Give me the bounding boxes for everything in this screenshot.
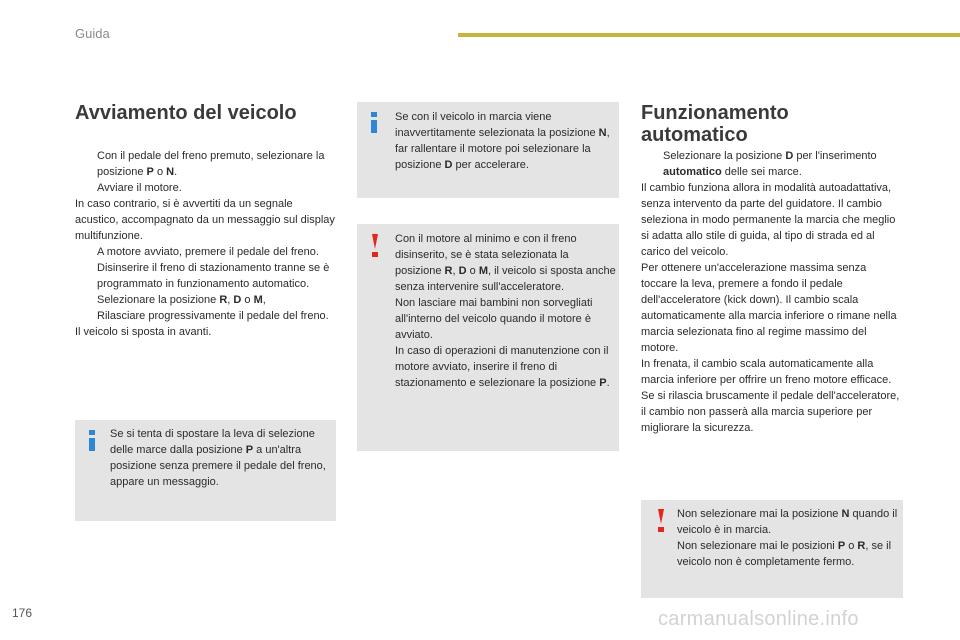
list-item: Selezionare la posizione R, D o M, (97, 294, 266, 306)
list-item: A motore avviato, premere il pedale del freno. (97, 246, 319, 258)
paragraph: Per ottenere un'accelerazione massima senza toccare la leva, premere a fondo il pedale dell'acceleratore (kick down). Il cambio scala automaticamente alla marcia inferiore o rimane nella marcia selezionata fino al regime massimo del motore. (641, 262, 897, 354)
paragraph: In frenata, il cambio scala automaticamente alla marcia inferiore per offrire un freno motore efficace. (641, 358, 892, 386)
header-section-label: Guida (75, 26, 110, 41)
list-item: Con il pedale del freno premuto, selezionare la posizione P o N. (97, 150, 325, 178)
list-item: Disinserire il freno di stazionamento tranne se è programmato in funzionamento automatico. (97, 262, 330, 290)
info-box-leva (75, 420, 336, 521)
paragraph: Il veicolo si sposta in avanti. (75, 326, 212, 338)
warning-box-text: Non selezionare mai la posizione N quando il veicolo è in marcia. Non selezionare mai le posizioni P o R, se il veicolo non è completamente fermo. (677, 508, 898, 568)
info-box-text: Se con il veicolo in marcia viene inavvertitamente selezionata la posizione N, far rallentare il motore poi selezionare la posizione D per accelerare. (395, 111, 610, 171)
list-item: Avviare il motore. (97, 182, 182, 194)
section-title-avviamento: Avviamento del veicolo (75, 102, 297, 124)
list-item: Rilasciare progressivamente il pedale del freno. (97, 310, 329, 322)
watermark: carmanualsonline.info (658, 608, 859, 630)
paragraph: In caso contrario, si è avvertiti da un segnale acustico, accompagnato da un messaggio sul display multifunzione. (75, 198, 335, 242)
warning-box-text: Con il motore al minimo e con il freno disinserito, se è stata selezionata la posizione R, D o M, il veicolo si sposta anche senza intervenire sull'acceleratore. Non lasciare mai bambini non sorvegliati all'interno del veicolo quando il motore è avviato. In caso di operazioni di manutenzione con il motore avviato, inserire il freno di stazionamento e selezionare la posizione P. (395, 233, 616, 389)
page-number: 176 (12, 606, 33, 620)
info-icon (371, 112, 377, 133)
list-item: Selezionare la posizione D per l'inserimento automatico delle sei marce. (663, 150, 877, 178)
funzionamento-body (641, 148, 903, 436)
avviamento-body (75, 148, 337, 340)
info-icon (89, 430, 95, 451)
info-box-neutral (357, 102, 619, 198)
header-accent-bar (458, 33, 960, 37)
warning-icon (658, 509, 664, 532)
warning-icon (372, 234, 378, 257)
info-box-text: Se si tenta di spostare la leva di selezione delle marce dalla posizione P a un'altra posizione senza premere il pedale del freno, appare un messaggio. (110, 428, 326, 488)
warning-box-motore (357, 224, 619, 451)
paragraph: Il cambio funziona allora in modalità autoadattativa, senza intervento da parte del guidatore. Il cambio seleziona in modo permanente la marcia che meglio si adatta allo stile di guida, al tipo di strada ed al carico del veicolo. (641, 182, 896, 258)
paragraph: Se si rilascia bruscamente il pedale dell'acceleratore, il cambio non passerà alla marcia superiore per migliorare la sicurezza. (641, 390, 900, 434)
section-title-funzionamento: Funzionamento automatico (641, 102, 789, 146)
warning-box-posizioni (641, 500, 903, 598)
